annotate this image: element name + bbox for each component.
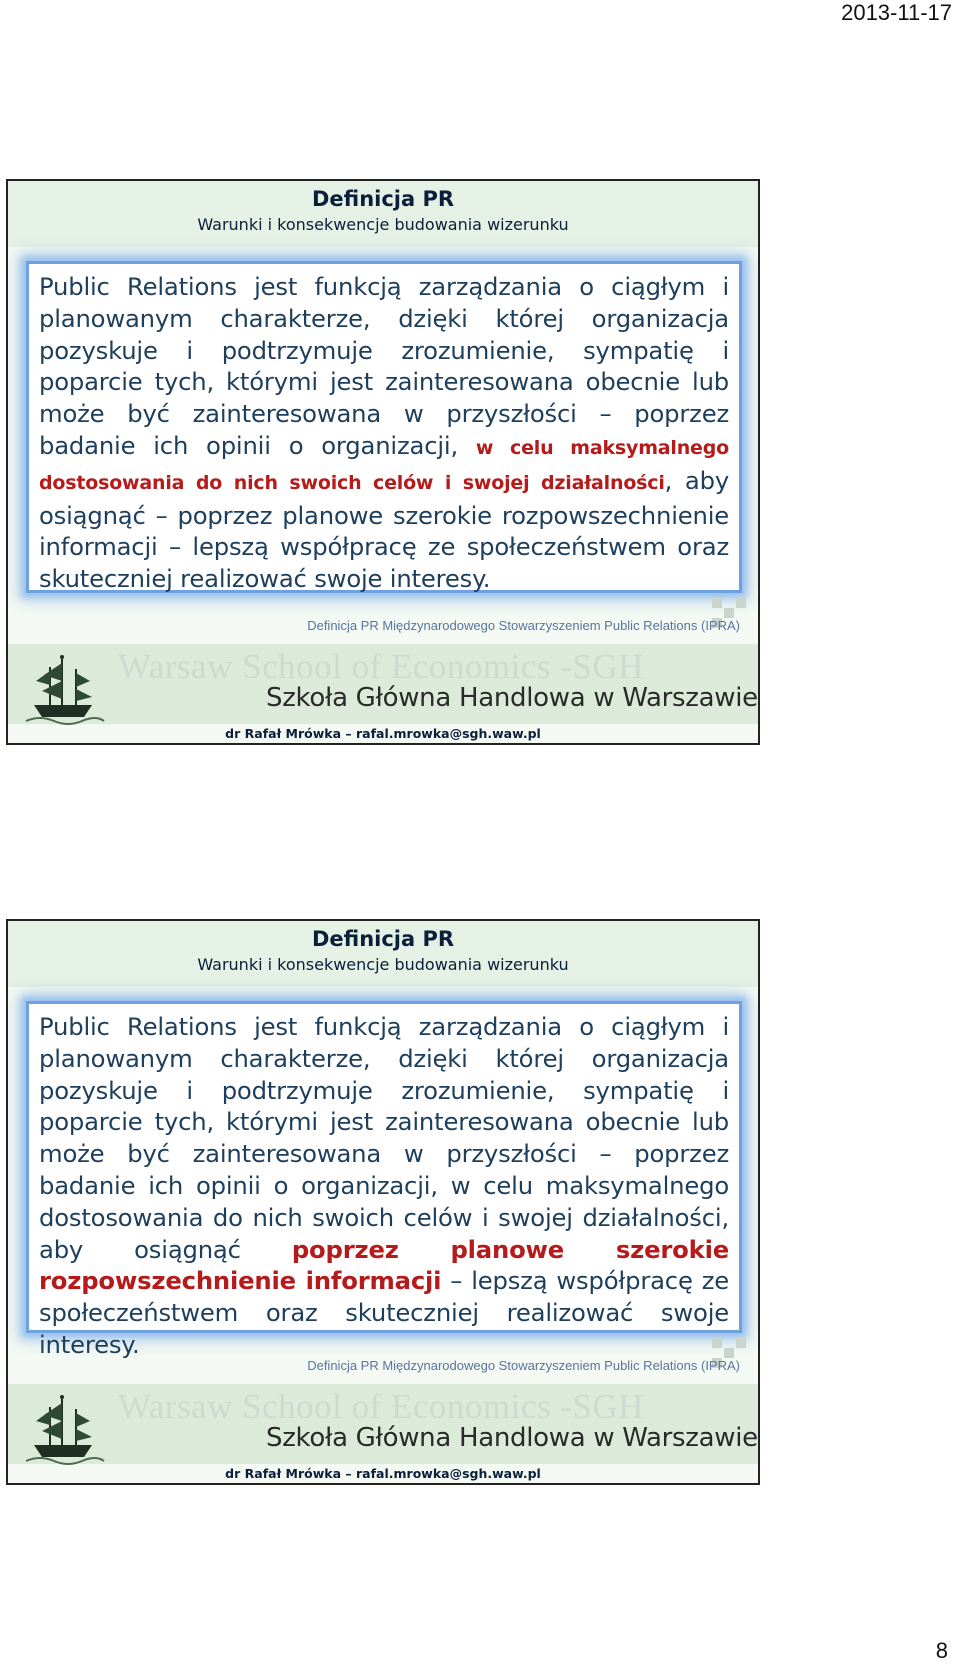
author-contact: dr Rafał Mrówka – rafal.mrowka@sgh.waw.pl [225, 1466, 541, 1481]
sailing-ship-logo-icon [20, 1391, 106, 1465]
source-note: Definicja PR Międzynarodowego Stowarzyszeniem Public Relations (IPRA) [307, 1358, 740, 1373]
school-name-english: Warsaw School of Economics -SGH [118, 1387, 644, 1426]
slide-subtitle: Warunki i konsekwencje budowania wizerunku [197, 215, 569, 234]
school-name-polish: Szkoła Główna Handlowa w Warszawie [266, 683, 758, 713]
source-note: Definicja PR Międzynarodowego Stowarzyszeniem Public Relations (IPRA) [307, 618, 740, 633]
slide-title: Definicja PR [311, 187, 455, 211]
slide-header [8, 921, 758, 987]
author-contact: dr Rafał Mrówka – rafal.mrowka@sgh.waw.pl [225, 726, 541, 741]
school-name-english: Warsaw School of Economics -SGH [118, 647, 644, 686]
definition-part1: Public Relations jest funkcją zarządzania o ciągłym i planowanym charakterze, dzięki której organizacja pozyskuje i podtrzymuje zrozumienie, sympatię i poparcie tych, którymi jest zainteresowana obecnie lub może być zainteresowana w przyszłości – poprzez badanie ich opinii o organizacji, [39, 272, 729, 460]
slide-2 [6, 919, 760, 1485]
definition-text [39, 1011, 729, 1361]
sailing-ship-logo-icon [20, 651, 106, 725]
definition-highlight: w celu maksymalnego dostosowania do nich swoich celów i swojej działalności [39, 436, 729, 494]
slide-header [8, 181, 758, 247]
page-date: 2013-11-17 [841, 0, 952, 25]
definition-part2: – lepszą współpracę ze społeczeństwem oraz skuteczniej realizować swoje interesy. [39, 1266, 729, 1359]
page-number: 8 [935, 1638, 948, 1663]
definition-part2: , aby osiągnąć – poprzez planowe szerokie rozpowszechnienie informacji – lepszą współpracę ze społeczeństwem oraz skuteczniej realizować swoje interesy. [39, 465, 729, 594]
definition-box [26, 1001, 742, 1359]
definition-box [26, 261, 742, 593]
school-name-polish: Szkoła Główna Handlowa w Warszawie [266, 1423, 758, 1453]
definition-part1: Public Relations jest funkcją zarządzania o ciągłym i planowanym charakterze, dzięki której organizacja pozyskuje i podtrzymuje zrozumienie, sympatię i poparcie tych, którymi jest zainteresowana obecnie lub może być zainteresowana w przyszłości – poprzez badanie ich opinii o organizacji, w celu maksymalnego dostosowania do nich swoich celów i swojej działalności, aby osiągnąć [39, 1012, 729, 1264]
definition-highlight: poprzez planowe szerokie rozpowszechnienie informacji [39, 1234, 729, 1296]
slide-subtitle: Warunki i konsekwencje budowania wizerunku [197, 955, 569, 974]
slide-title: Definicja PR [311, 927, 455, 951]
definition-text [39, 271, 729, 595]
slide-1 [6, 179, 760, 745]
